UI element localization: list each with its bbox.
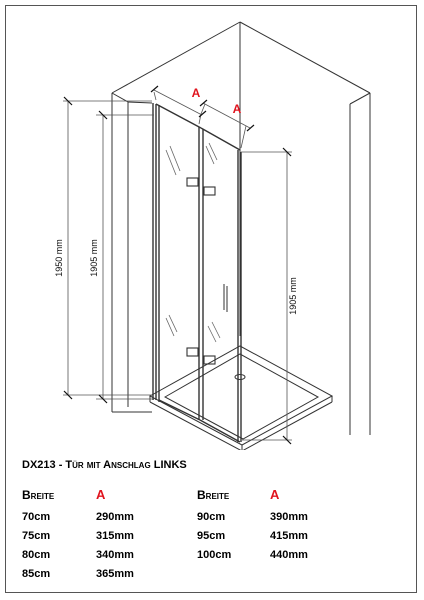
row-a: 340mm [96,549,134,561]
right-wall [350,93,370,435]
row-width: 90cm [197,511,226,523]
row-a: 440mm [270,549,308,561]
row-width: 80cm [22,549,51,561]
row-width: 70cm [22,511,51,523]
door-profiles [153,103,241,442]
caption-side: LINKS [153,459,187,471]
left-wall [112,93,152,412]
row-a: 365mm [96,568,134,580]
dimension-labels [54,86,298,315]
row-width: 85cm [22,568,51,580]
glass-reflections [166,143,220,342]
row-width: 75cm [22,530,51,542]
width-a-label-2: A [232,102,242,116]
row-width: 100cm [197,549,232,561]
header-breite: Breite [22,488,55,502]
height-door-right-label: 1905 mm [288,277,298,315]
row-a: 290mm [96,511,134,523]
header-a: A [96,487,106,502]
caption-description: Tür mit Anschlag [65,459,151,471]
model-code: DX213 [22,459,56,471]
handle [224,284,227,312]
height-door-left-label: 1905 mm [89,239,99,277]
caption [22,459,187,471]
row-a: 415mm [270,530,308,542]
header-breite: Breite [197,488,230,502]
hinges [187,178,215,364]
drain [235,375,245,380]
height-wall-label: 1950 mm [54,239,64,277]
row-width: 95cm [197,530,226,542]
row-a: 315mm [96,530,134,542]
header-a: A [270,487,280,502]
width-a-label-1: A [191,86,201,100]
row-a: 390mm [270,511,308,523]
caption-separator: - [55,459,66,471]
